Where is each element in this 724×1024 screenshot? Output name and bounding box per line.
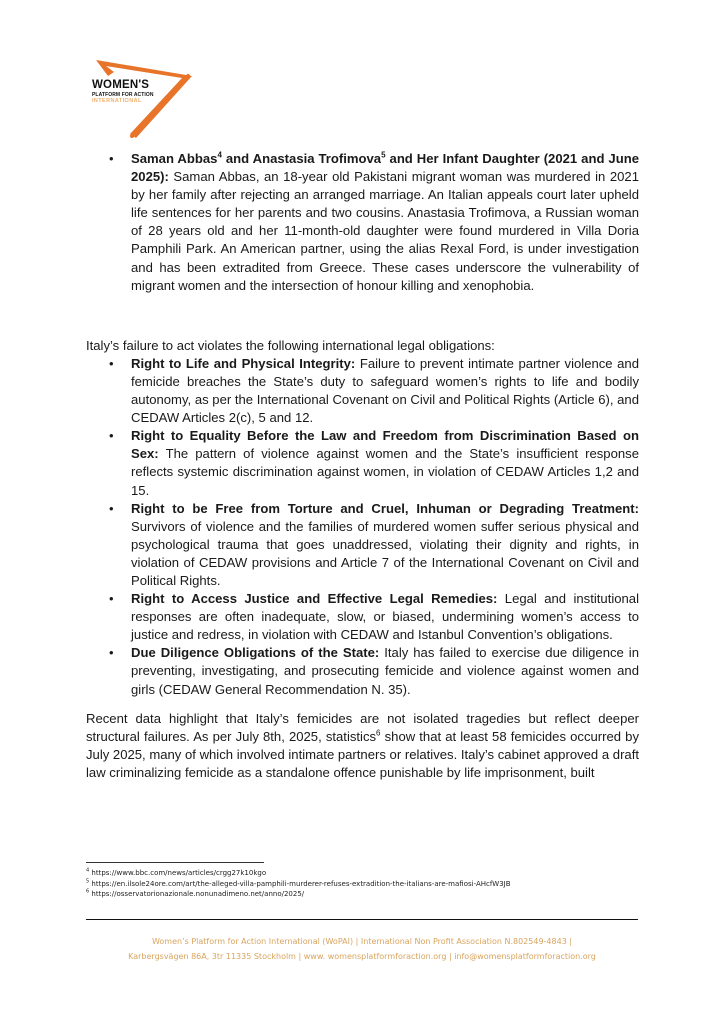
footnote-link[interactable]: https://en.ilsole24ore.com/art/the-alleged-villa-pamphili-murderer-refuses-extradition-the-italians-are-mafiosi-AHcfW3JB: [89, 879, 511, 888]
bullet-icon: •: [109, 151, 114, 166]
bullet-icon: •: [109, 355, 114, 371]
obligation-right-to-life: [86, 355, 639, 427]
bullet-icon: •: [109, 645, 114, 661]
footnote-5: $^5$ https://en.ilsole24ore.com/art/the-alleged-villa-pamphili-murderer-refuses-extradition-the-italians-are-mafiosi-AHcfW3JB: [86, 878, 511, 888]
obligation-access-to-justice: [86, 590, 639, 644]
obligation-title: Right to Access Justice and Effective Legal Remedies:: [131, 591, 498, 607]
footnote-link[interactable]: https://osservatorionazionale.nonunadimeno.net/anno/2025/: [89, 890, 305, 898]
footer-separator: [86, 919, 638, 920]
logo-title: WOMEN'S: [92, 79, 150, 91]
case-list: [86, 150, 639, 295]
obligations-list: [86, 355, 639, 699]
obligation-title: Right to be Free from Torture and Cruel, Inhuman or Degrading Treatment:: [131, 500, 639, 516]
footnote-link[interactable]: https://www.bbc.com/news/articles/crgg27k10kgo: [89, 869, 267, 877]
footnote-4: $^4$ https://www.bbc.com/news/articles/crgg27k10kgo: [86, 867, 267, 877]
case-title: Saman Abbas$^4$ and Anastasia Trofimova$^5$ and Her Infant Daughter (2021 and June 2025):: [131, 150, 639, 185]
bullet-icon: •: [109, 500, 114, 516]
logo-international: INTERNATIONAL: [92, 97, 142, 104]
page-footer: [80, 934, 644, 964]
footnote-ref-6: 6: [376, 728, 381, 738]
footnotes: [86, 868, 511, 900]
obligation-body: Failure to prevent intimate partner violence and femicide breaches the State’s duty to safeguard women’s rights to life and bodily autonomy, as per the International Covenant on Civil and Political Rights (Article 6), and CEDAW Articles 2(c), 5 and 12.: [131, 355, 639, 426]
obligations-intro: Italy’s failure to act violates the following international legal obligations:: [86, 337, 495, 353]
logo-subtitle: PLATFORM FOR ACTION: [92, 91, 154, 98]
footnote-ref-5: 5: [381, 150, 386, 160]
obligation-body: Survivors of violence and the families of murdered women suffer serious physical and psychological trauma that goes unaddressed, violating their dignity and rights, in violation of CEDAW provisions and Article 7 of the International Covenant on Civil and Political Rights.: [131, 518, 639, 588]
footer-line-1: Women’s Platform for Action International (WoPAI) | International Non Profit Association N.802549-4843 |: [151, 937, 573, 946]
obligation-title: Due Diligence Obligations of the State:: [131, 645, 380, 661]
bullet-icon: •: [109, 428, 114, 444]
document-body: [86, 150, 639, 782]
footer-line-2: Karbergsvägen 86A, 3tr 11335 Stockholm | www. womensplatformforaction.org | info@womensplatformforaction.org: [128, 952, 596, 961]
bullet-icon: •: [109, 591, 114, 607]
footnote-6: $^6$ https://osservatorionazionale.nonunadimeno.net/anno/2025/: [86, 888, 305, 898]
footnote-separator: [86, 862, 264, 863]
obligation-title: Right to Equality Before the Law and Freedom from Discrimination Based on Sex:: [131, 428, 639, 462]
obligation-due-diligence: [86, 644, 639, 698]
obligation-freedom-from-torture: [86, 500, 639, 590]
case-item-abbas-trofimova: [86, 150, 639, 295]
obligation-body: Italy has failed to exercise due diligence in preventing, investigating, and prosecuting femicide and violence against women and girls (CEDAW General Recommendation N. 35).: [131, 645, 639, 697]
footnote-ref-4: 4: [217, 150, 222, 160]
case-body: Saman Abbas, an 18-year old Pakistani migrant woman was murdered in 2021 by her family after rejecting an arranged marriage. An Italian appeals court later upheld life sentences for her parents and two cousins. Anastasia Trofimova, a Russian woman of 28 years old and her 11-month-old daughter were found murdered in Villa Doria Pamphili Park. An American partner, using the alias Rexal Ford, is under investigation and has been extradited from Greece. These cases underscore the vulnerability of migrant women and the intersection of honour killing and xenophobia.: [131, 169, 639, 293]
logo-wordmark: [92, 80, 154, 104]
closing-paragraph: Recent data highlight that Italy’s femicides are not isolated tragedies but reflect deeper structural failures. As per July 8th, 2025, statistics$^6$ show that at least 58 femicides occurred by July 2025, many of which involved intimate partners or relatives. Italy’s cabinet approved a draft law criminalizing femicide as a standalone offence punishable by life imprisonment, built: [86, 710, 640, 780]
obligation-right-to-equality: [86, 427, 639, 499]
organization-logo: [88, 56, 198, 140]
obligation-title: Right to Life and Physical Integrity:: [131, 355, 356, 371]
obligation-body: The pattern of violence against women and the State’s insufficient response reflects systemic discrimination against women, in violation of CEDAW Articles 1,2 and 15.: [131, 446, 639, 498]
obligation-body: Legal and institutional responses are often inadequate, slow, or biased, undermining women’s access to justice and redress, in violation with CEDAW and Istanbul Convention’s obligations.: [131, 591, 639, 643]
